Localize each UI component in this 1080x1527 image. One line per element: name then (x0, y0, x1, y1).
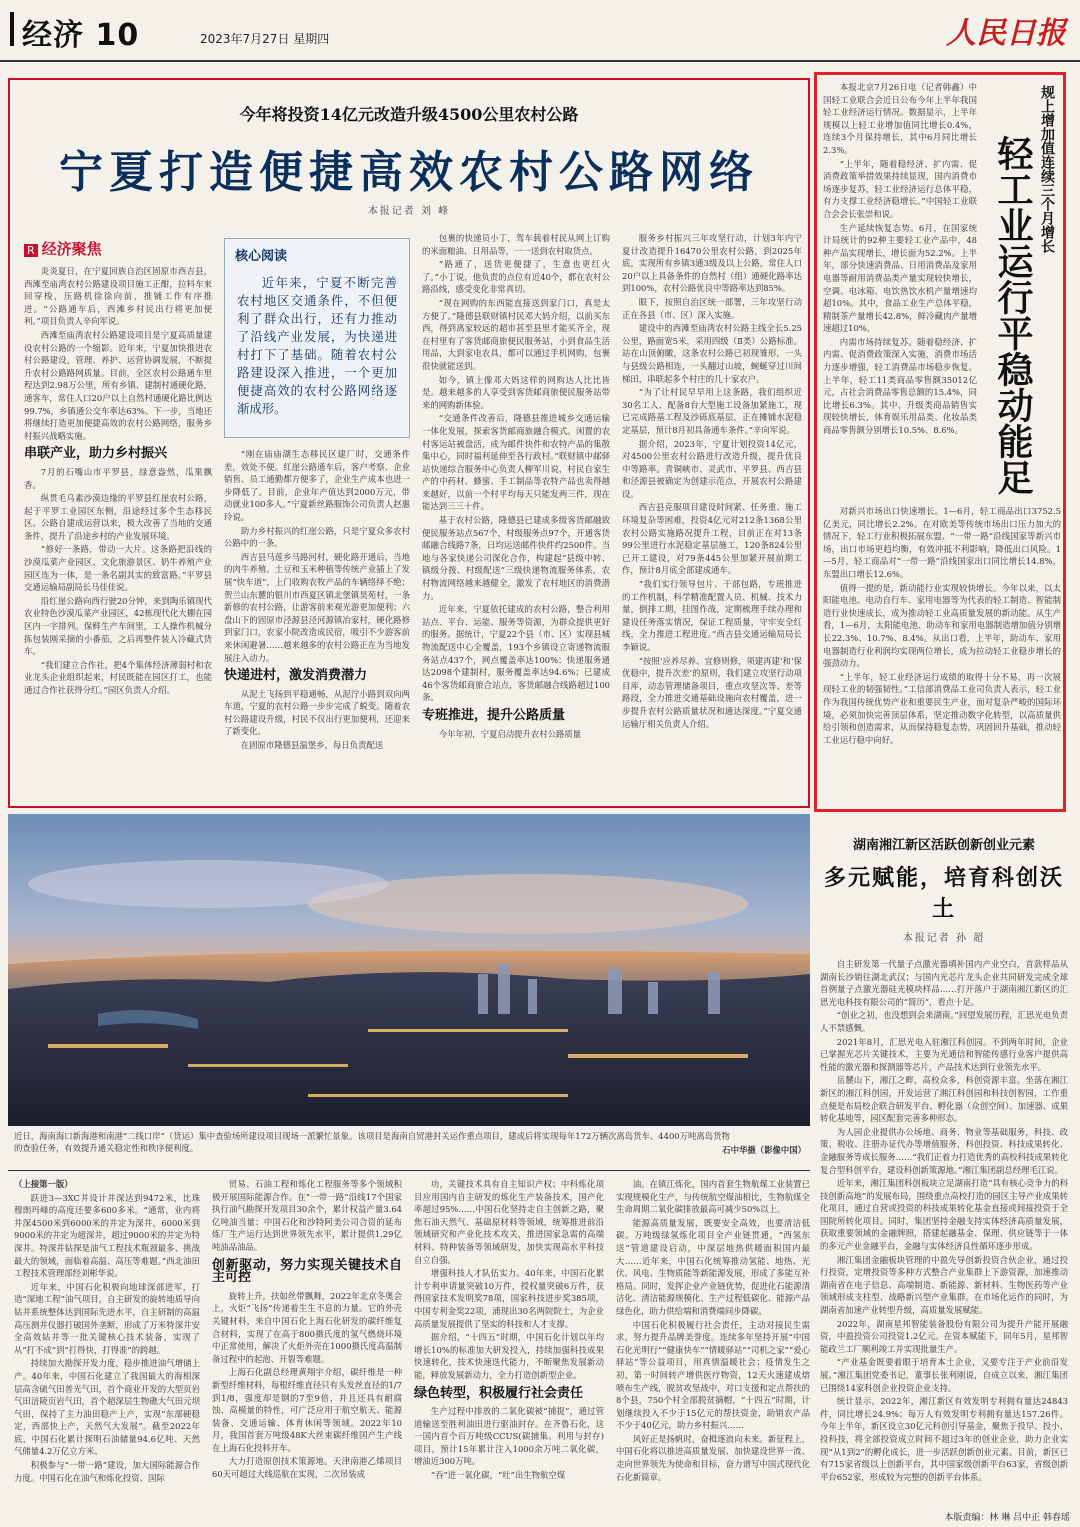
paragraph: 据介绍，“十四五”时期，中国石化计划以年均增长10%的标准加大研发投入，持续加强科技成果快速转化，技术快速迭代能力，不断聚焦发展新动能，释放发展新动力，全力打造创新型企业。 (414, 1332, 604, 1380)
subhead-3: 专班推进，提升公路质量 (422, 707, 566, 723)
paragraph: 湘江集团金融板块管理的中盈先导创新投资合伙企业，通过投行投资，定增投资等多种方式整合产业集群上下游资源，加速推动湖南省在电子信息、高端制造、新能源、新材料、生物医药等产业领域形成支柱型、战略新兴型产业集群。在市场化运作的同时，为湖南省加速产业转型升级，高质量发展赋能。 (820, 1254, 1068, 1316)
paragraph: 炎炎夏日，在宁夏回族自治区固原市西吉县，西滩至庙湾农村公路建设项目施工正酣，拉料车来回穿梭，压路机徐徐向前，推铺工作有序推进。“公路通车后，西滩乡村民出行将更加便利。”项目负责人辛向军说。 (24, 266, 212, 327)
paragraph: 持续加大勘探开发力度，稳步推进油气增储上产。40年来，中国石化建立了我国最大的海相深层高含硫气田普光气田，首个商业开发的大型页岩气田涪陵页岩气田，首个超深层生物礁大气田元坝气田，保持了主力油田稳产上产，实现“东部硬稳定，西部快上产，天然气大发展”。截至2022年底，中国石化累计探明石油储量94.6亿吨、天然气储量4.2万亿立方米。 (14, 1358, 200, 1457)
core-reading-text: 近年来，宁夏不断完善农村地区交通条件，不但便利了群众出行，还有力推动了沿线产业发展，为快递进村打下了基础。随着农村公路建设深入推进，一个更加便捷高效的农村公路网络逐渐成形。 (237, 275, 397, 416)
story2-kicker: 湖南湘江新区活跃创新创业元素 (852, 838, 1035, 853)
paragraph: 据介绍，2023年，宁夏计划投资14亿元，对4500公里农村公路进行改造升级，提升优良中等路率。青铜峡市、灵武市、平罗县、西吉县和泾源县被确定为创建示范点，开展农村公路建设。 (622, 438, 802, 499)
paragraph: 增强科技人才队伍实力。40年来，中国石化累计专利申请量突破10万件，授权量突破6万件，获得国家技术发明奖78项，国家科技进步奖385项，中国专利金奖22项，涌现出30名两院院士，为企业高质量发展提供了坚实的科技和人才支撑。 (414, 1268, 604, 1329)
paragraph: 近年来，湘江集团科创板块立足湖南打造“具有核心竞争力的科技创新高地”的发展布局，围绕重点高校打造的园区主导产业成果转化项目，通过自营或投资的科技成果转化基金直接或间接投资于全国院所转化项目。同时，集团坚持金融支持实体经济高质量发展，获取重要领域的金融牌照，搭建起融基金、保理、供应链等于一体的多元产业金融平台，金融与实体经济良性循环逐步形成。 (820, 1178, 1068, 1252)
paragraph: 能源高质量发展，既要安全高效，也要清洁低碳。万吨级绿氢炼化项目全产业链贯通，“西氢东送”管道建设启动，中深层地热供暖面积国内最大……近年来，中国石化统筹推动氢能、地热、光伏、风电、生物质能等新能源发展，形成了多能互补格局。同时，发挥企业产业链优势，促进化石能源清洁化、清洁能源规模化、生产过程低碳化、能源产品绿色化，助力供给端和消费端同步降碳。 (616, 1217, 810, 1316)
paragraph: 沿红崖公路向西行驶20分钟，来到陶乐镇现代农业特色沙漠瓜菜产业园区，42栋现代化大棚在园区内一字排列。保鲜生产车间里，工人操作机械分拣包装刚采摘的小番茄，之后再整件装入冷藏式货车。 (24, 595, 212, 657)
column-text (224, 448, 410, 804)
page-editors: 本版责编：林 琳 吕中正 韩春瑶 (944, 1513, 1070, 1523)
section-title: 经济 10 (22, 18, 140, 53)
subhead-1: 串联产业，助力乡村振兴 (24, 446, 168, 462)
paragraph: “交通条件改善后，隆德县推进城乡交通运输一体化发展，探索客货邮商旅融合模式。闲置的农村客运站被盘活，成为邮件快件和农特产品的集散集中心，同时福利延伸至各行政村。”联财镇中邮驿站快递综合服务中心负责人柳军川说，村民自家生产的中药材、蜂蜜、手工制品等农特产品也卖得越来越好，以前一个村平均每天只能发两三件，现在能达到三三十件。 (422, 413, 610, 512)
paragraph: 大力打造原创技术策源地。天津南港乙烯项目60天可超过大线巡航在实现，二次吊装成 (212, 1456, 402, 1480)
paragraph: 西吉县马莲乡马路河村，硬化路开通后，当地的肉牛养殖、土豆和玉米种植等传统产业插上了发展“快车道”，上门收购农牧产品的车辆络绎不绝；贺兰山东麓的银川市西夏区镇北堡镇昊苑村，一条新修的农村公路，让游客前来观光游更加便利；六盘山下的固原市泾源县泾河源镇冶家村，硬化路修到家门口，农家小院改造成民宿，吸引不少游客前来休闲避暑……越来越多的农村公路正在为当地发展注入动力。 (224, 551, 410, 663)
vertical-headline: 轻工业运行平稳动能足 (992, 135, 1033, 495)
core-reading-box (224, 238, 410, 438)
subhead-2: 快递进村，激发消费潜力 (224, 668, 368, 684)
paragraph: 包裹的快递员小丁，驾车载着村民从网上订购的米面粮油、日用品等，一一送到农村取货点。 (422, 233, 610, 256)
paragraph: 自主研发第一代量子点激光器填补国内产业空白，首款样品从湖南长沙销往湖北武汉；与国内光芯片龙头企业共同研发完成全球首例量子点激光器硅光模块样品……打开落户于湖南湘江新区的汇思光电科技有限公司的“简历”，看点十足。 (820, 959, 1068, 1007)
paragraph: “为了让村民早早用上这条路，我们组织近30名工人、配备8台大型施工设备加紧施工，现已完成路基工程及沙砾底基层，正在摊铺水泥稳定基层，预计8月初具备通车条件。”辛向军说。 (622, 387, 802, 435)
paragraph: 西吉县克服项目建设时间紧、任务重、施工环境复杂等困难，投资4亿元对212条1368公里农村公路实施路况提升工程，目前正在对13条99公里进行水泥稳定基层施工，120条824公里已开工建设，对79条445公里加紧开展前期工作，预计8月底全部建成通车。 (622, 502, 802, 576)
paragraph: 西滩至庙湾农村公路建设项目是宁夏高质量建设农村公路的一个缩影。近年来，宁夏加快推进农村公路建设，管理、养护、运营协调发展，不断提升农村公路路网质量。目前，全区农村公路通车里程达到2.98万公里，所有乡镇、建制村通硬化路，通客车，常住人口20户以上自然村通硬化路比例达99.7%，乡镇通公交车率达63%。下一步，当地还将继续打造更加便捷高效的农村公路网络，服务乡村振兴战略实施。 (24, 329, 212, 441)
paragraph: 为人园企业提供办公场地、商务、物业等基础服务，科技、政策、税收、注册办证代办等增值服务，科创投资、科技成果转化、金融服务等成长服务……“我们正着力打造优秀的高校科技成果转化复合型科创平台，建设科创新策源地。”湘江集团副总经理毛江说。 (820, 1126, 1068, 1175)
paragraph: 在固原市隆德县温堡乡，每日负责配送 (240, 740, 384, 751)
paragraph: 岳麓山下，湘江之畔，高校众多，科创资源丰富。坐落在湘江新区的湘江科创园，开发运营了湘江科创园和科技创智园，工作重点便是布局校企联合研发平台、孵化器（众创空间）、加速器、成果转化基地等，园区配套完善多种形态。 (820, 1075, 1068, 1124)
paragraph: 纵贯毛乌素沙漠边缘的平罗县红崖农村公路，起于平罗工业园区东侧，沿途经过多个生态移民区。公路自建成运营以来，极大改善了当地的交通条件，提升了沿途乡村的产业发展环境。 (24, 493, 212, 541)
lead-story (8, 78, 810, 808)
paragraph: 近年来，宁夏依托建成的农村公路，整合利用站点、平台、运能、服务等资源，为群众提供更好的服务。据统计，宁夏22个县（市、区）实现县城物流配送中心全覆盖，193个乡镇设立寄递物流服务站点437个，网点覆盖率达100%；快递服务通达2098个建制村，服务覆盖率达94.6%；已建成46个客货邮商旅合站点，客货邮融合线路超过100条。 (422, 604, 610, 703)
paragraph: 2022年，湖南星邦智能装备股份有限公司为提升产能开展融资，中盈投资公司投资1.2亿元。在资本赋能下，同年5月，星邦智能政兰工厂顺利竣工并实现批量生产。 (820, 1318, 1068, 1354)
paragraph: 旋转上升，扶如丝带飘舞，2022年北京冬奥会上，火炬“飞扬”传递着生生不息的力量。它的外壳关键材料，来自中国石化上海石化研发的碳纤维复合材料，实现了在高于800摄氏度的氢气燃烧环境中正常使用，解决了火炬外壳在1000摄氏度高温制备过程中的起泡、开裂等难题。 (212, 1290, 402, 1364)
paragraph: “吞”进一氧化碳，“吐”出生物航空煤 (430, 1470, 566, 1481)
bottom-column-4 (616, 1178, 810, 1518)
paragraph: 生产延续恢复态势。6月，在国家统计局统计的92种主要轻工业产品中，48种产品实现增长，增长面为52.2%。上半年，部分快速消费品、日用消费品及家用电器等耐用消费品类产量实现较快增长，空调、电冰箱、电饮热饮水机产量增速均超10%。其中，食品工业生产总体平稳，精制茶产量增长42.8%，鲜冷藏肉产量增速超过10%。 (823, 222, 977, 334)
bottom-subhead-green: 绿色转型，积极履行社会责任 (414, 1385, 584, 1401)
paragraph: 服务乡村振兴三年攻坚行动，计划3年内宁夏计改造提升16470公里农村公路，到2025年底，实现所有乡镇3通3级及以上公路，常住人口20户以上具备条件的自然村（组）通硬化路率达到100%，农村公路优良中等路率达到85%。 (622, 233, 802, 294)
port-photo (8, 814, 810, 1126)
paragraph: 从泥土飞扬到平稳通畅，从泥泞小路到双向两车道，宁夏的农村公路一步步完成了蜕变。随着农村公路建设升级，村民不仅出行更加便利，还迎来了新变化。 (224, 688, 410, 737)
page-header (0, 0, 1080, 62)
paragraph: 基于农村公路，隆德县已建成多级客货邮融致便民服务站点567个，村级服务点97个，开通客货邮融合线路7条，日均运送邮件快件约2500件。当地与各家快递公司深化合作，构建起“县级中转、镇级分拨、村级配送”三级快递物流服务体系，农村物流网络越来越健全，激发了农村地区的消费潜力。 (422, 515, 610, 601)
paragraph: 2021年8月，汇思光电入驻湘江科创园。不到两年时间，企业已掌握光芯片关键技术，主要为光通信和智能传感行业客户提供高性能的激光器和探测器等芯片，产品技术达到行业领先水平。 (820, 1036, 1068, 1072)
column-text (622, 232, 802, 804)
paragraph: “我们实行领导包片、干部包路，专班推进的工作机制，科学精准配置人员、机械、技术力量，倒排工期，挂图作战，定期梳理手续办理和建设任务落实情况，保证工程质量，守牢安全红线，全力推进工程进度。”西吉县交通运输局局长李颖说。 (622, 579, 802, 652)
paragraph: 积极参与“一带一路”建设，加大国际能源合作力度。中国石化在油气和炼化投资、国际 (14, 1460, 200, 1483)
bottom-column-3 (414, 1178, 604, 1518)
paragraph: “修好一条路，带动一大片。这条路把沿线的沙漠瓜菜产业园区、文化旅游景区、奶牛养殖产业园区连为一体，是一条名副其实的致富路。”平罗县交通运输局副局长马佳佳说。 (24, 544, 212, 593)
paragraph: 助力乡村振兴的红崖公路，只是宁夏众多农村公路中的一条。 (224, 525, 410, 549)
paragraph: 贸易、石油工程和炼化工程服务等多个领域积极开展国际能源合作。在“一带一路”沿线17个国家执行油气勘探开发项目30余个，累计权益产量3.64亿吨油当量；中国石化和沙特阿美公司合资的延布炼厂生产运行达到世界领先水平，累计提供1.29亿吨油品油品。 (212, 1179, 402, 1252)
paragraph: 近年来，中国石化积极向地球深部进军，打造“深地工程”油气项目，自主研发的旋转地质导向钻井系统整体达到国际先进水平，自主研制的高温高压测井仪器打破国外垄断，形成了万米特深井安全高效钻井等一批关键核心技术装备，实现了从“打不成”到“打得快，打得准”的跨越。 (14, 1281, 200, 1355)
vertical-subtitle: 规上增加值连续三个月增长 (1039, 85, 1055, 253)
issue-date: 2023年7月27日 星期四 (200, 32, 330, 46)
paragraph: 对新兴市场出口快速增长。1—6月，轻工商品出口3752.5亿美元，同比增长2.2%。在对欧美等传统市场出口压力加大的情况下，轻工行业积极拓展东盟、“一带一路”沿线国家等新兴市场，出口市场更趋均衡，有效冲抵不利影响，降低出口风险。1—5月，轻工商品对“一带一路”沿线国家出口同比增长14.8%，东盟出口增长12.6%。 (823, 506, 1061, 579)
story2-headline: 多元赋能，培育科创沃土 (823, 866, 1064, 922)
lead-column-4 (622, 232, 802, 804)
port-photo-image (8, 814, 810, 1126)
section-tag (24, 238, 212, 259)
story2-byline: 本报记者 孙 超 (902, 933, 986, 944)
hunan-story (820, 818, 1068, 1518)
paragraph: “按照‘应养尽养、宜修则修，须建再建’和‘保优稳中，提升次差’的原则，我们建立攻坚行动项目库，动态管理储备项目，重点攻坚次等、差等路段，全力推进交通基础设施向农村覆盖，进一步提升农村公路质量状况和通达深度。”宁夏交通运输厅相关负责人介绍。 (622, 655, 802, 729)
paragraph: 眼下，按照自治区统一部署，三年攻坚行动正在各县（市、区）深入实施。 (622, 296, 802, 320)
lead-column-1 (24, 238, 212, 804)
paragraph: “产业基金既要着眼于培育本土企业，又要专注于产业前沿发展。”湘江集团党委书记，董事长张利刚说，自成立以来，湘江集团已围绕14家科创企业投资企业支持。 (820, 1357, 1068, 1393)
paragraph: “刚在庙庙湖生态移民区建厂时，交通条件差，效处不便。红崖公路通车后，客户考察、企业销售、员工通勤都方便多了，企业生产成本也进一步降低了。目前，企业年产值达到2000万元，带动就业100多人。”宁夏新丝路服饰公司负责人赵惠玲说。 (224, 449, 410, 522)
bottom-column-1 (14, 1178, 200, 1518)
paragraph: 值得一提的是，新动能行业实现较快增长。今年以来，以太阳能电池、电动自行车、家用电器等为代表的轻工制造、智能制造行业快速成长，成为推动轻工业高质量发展的新动能。从生产看，1—6月，太阳能电池、助动车和家用电器制造增加值分别增长22.3%、10.7%、8.4%。从出口看，上半年，助动车、家用电器制造行业利润均实现两位增长，成为拉动轻工业稳步增长的强劲动力。 (823, 582, 1061, 669)
paragraph: “路通了，送货更便捷了，生意也更红火了。”小丁说，他负责的点位有近40个，都在农村公路沿线，感受变化非常真切。 (422, 259, 610, 295)
paragraph: 内需市场持续复苏。随着稳经济、扩内需、促消费政策深入实施，消费市场活力逐步增强，轻工消费品市场稳步恢复。上半年，轻工11类商品零售额35012亿元，占社会消费品零售总额的15.4%，同比增长6.3%。其中，升级类商品销售实现较快增长，体育娱乐用品类、化妆品类商品零售额分别增长10.5%、8.6%。 (823, 336, 977, 436)
divider (8, 1170, 810, 1171)
bottom-subhead-innovation: 创新驱动，努力实现关键技术自主可控 (212, 1257, 402, 1286)
photo-caption: 近日，海南海口新海港和南港“二线口岸”（货运）集中查验场所建设项目现场一派繁忙景象。该项目是海南自贸港封关运作重点项目，建成后将实现每年172万辆次离岛货车、4400万吨离岛货物的查验任务，有效提升通关稳定性和秩序便利度。 (14, 1131, 730, 1153)
newspaper-logo: 人民日报 (946, 16, 1066, 51)
core-reading-title: 核心阅读 (235, 249, 288, 264)
paragraph: 建设中的西滩至庙湾农村公路主线全长5.25公里，路面宽5米，采用四级（Ⅱ类）公路标准。站在山顶俯瞰，这条农村公路已初现雏形，一头与县级公路相连，一头翻过山坡，蜿蜒穿过川间梯田，串联起多个村庄的几十家农户。 (622, 323, 802, 384)
lead-headline: 宁夏打造便捷高效农村公路网络 (59, 147, 759, 198)
lead-kicker: 今年将投资14亿元改造升级4500公里农村公路 (239, 105, 579, 124)
paragraph: 油。在镇江炼化，国内首套生物航煤工业装置已实现规模化生产，与传统航空煤油相比，生物航煤全生命周期二氧化碳排放最高可减少50%以上。 (616, 1179, 810, 1215)
paragraph: 今年年初，宁夏启动提升农村公路质量 (438, 728, 582, 739)
paragraph: “上半年，轻工业经济运行成绩的取得十分不易，再一次展现轻工业的韧强韧性。”工信部消费品工业司负责人表示，轻工业作为我国传统优势产业和重要民生产业，面对复杂严峻的国际环境，必须加快完善顶层体系，坚定推动数字化转型，以高质量供给引领和创造需求，从而保持稳复态势，巩固回升基础，推动轻工业运行稳中向好。 (823, 671, 1061, 745)
paragraph: 7月的石嘴山市平罗县，绿意盎然，瓜果飘香。 (24, 466, 212, 490)
column-text (422, 232, 610, 804)
paragraph: “上半年，随着稳经济、扩内需、促消费政策举措效果持续显现，国内消费市场逐步复苏，轻工业经济运行总体平稳，有力支撑工业经济稳增长。”中国轻工业联合会会长张崇和说。 (823, 158, 977, 219)
lead-column-3 (422, 232, 610, 804)
paragraph: 本报北京7月26日电（记者韩鑫）中国轻工业联合会近日公布今年上半年我国轻工业经济运行情况。数据显示，上半年规模以上轻工业增加值同比增长0.4%，连续3个月保持增长，其中6月同比增长2.3%。 (823, 82, 977, 155)
r-badge-icon: R (24, 244, 38, 257)
paragraph: 中国石化积极履行社会责任，主动对接民生需求，努力提升品牌美誉度。连续多年坚持开展“中国石化光明行”“健康快车”“情暖驿站”“司机之家”“爱心驿站”等公益项目，用真情温暖社会；疫情发生之初，第一时间转产增供医疗物资，12天火速建成熔喷布生产线，脱贫攻坚战中，对口支援和定点帮扶的8个县，750个村全部脱贫摘帽，“十四五”时期，计划继续投入不少于15亿元的帮扶资金，助销农产品不少于40亿元，助力乡村振兴…… (616, 1319, 810, 1431)
right-story (814, 72, 1066, 812)
paragraph: 风好正是扬帆时，奋楫逐浪向未来。新征程上，中国石化将以推进高质量发展、加快建设世界一流、走向世界领先为使命和目标，奋力谱写中国式现代化石化新篇章。 (616, 1433, 810, 1482)
lead-column-2 (224, 238, 410, 804)
right-column-bottom (823, 505, 1061, 805)
paragraph: （上接第一版） (14, 1179, 73, 1189)
paragraph: “我们建立合作社，把4个集体经济薄弱村和农业龙头企业组织起来，村民既能在园区打工，也能通过合作社获得分红。”园区负责人介绍。 (24, 659, 212, 695)
paragraph: 生产过程中排放的二氧化碳被“捕捉”，通过管道输送至胜利油田进行驱油封存。在齐鲁石化，这一国内首个百万吨级CCUS(碳捕集、利用与封存)项目，预计15年累计注入1000余万吨二氧化碳，增油近300万吨。 (414, 1406, 604, 1467)
right-column-top (823, 81, 977, 501)
paragraph: 跃进3—3XC井设计井深达到9472米，比珠穆朗玛峰的高度还要多600多米。“通常，业内将井深4500米到6000米的井定为深井，6000米到9000米的井定为超深井，超过9000米的井定为特深井。特深井钻探是油气工程技术瓶颈最多、挑战最大的领域，面临着高温、高压等难题。”西北油田工程技术管理部经刘彬华说。 (14, 1192, 200, 1279)
tag-label: 经济聚焦 (41, 240, 102, 258)
paragraph: “现在网购的东西能直接送到家门口，真是太方便了。”隆德县联财镇村民邓大妈介绍，以前买东西，得到离家较远的超市甚至县里才能买齐全，现在村里有了客货邮商旅便民服务站，小到食品生活用品，大到家电农具，都可以通过手机网购，包裹很快就能送到。 (422, 297, 610, 371)
bottom-column-2 (212, 1178, 402, 1518)
paragraph: 统计显示，2022年，湘江新区有效发明专利拥有量达24843件，同比增长24.9%；每万人有效发明专利拥有量达157.26件。今年上半年，新区设立30亿元科创引导基金，聚焦于投早、投小、投科技，将全部投资成立时间不超过3年的创业企业，助力企业实现“从1到2”的孵化成长，进一步活跃创新创业元素。目前，新区已有715家省级以上创新平台，其中国家级创新平台63家，省级创新平台652家，形成较为完整的创新平台体系。 (820, 1396, 1068, 1482)
story2-text (820, 958, 1068, 1527)
photo-credit: 石中华摄（影像中国） (722, 1145, 806, 1155)
column-text (24, 265, 212, 815)
paragraph: 上海石化副总经理黄翔宇介绍，碳纤维是一种新型纤维材料，每根纤维直径只有头发丝直径的1/7到1/8，强度却是钢的7至9倍，并且还具有耐腐蚀、高模量的特性，可广泛应用于航空航天、能源装备、交通运输、体育休闲等领域。2022年10月，我国首套万吨级48K大丝束碳纤维国产生产线在上海石化投料开车。 (212, 1367, 402, 1453)
paragraph: 功，关键技术具有自主知识产权；中科炼化项目应用国内自主研发的炼化生产装备技术，国产化率超过95%……中国石化坚持走自主创新之路，聚焦石油天然气、基础原材料等领域，统筹推进前沿领域研究和产业化技术攻关，推进国家急需的高端材料、特种装备等领域研发，加快实现高水平科技自立自强。 (414, 1179, 604, 1265)
section-bar (10, 12, 14, 46)
paragraph: “创业之初，也没想到会来湖南。”回望发展历程，汇思光电负责人不禁感慨。 (820, 1010, 1068, 1033)
paragraph: 如今，镇上像邓大妈这样的网购达人比比皆是。越来越多的人享受到客货邮商旅便民服务站带来的网购新体验。 (422, 374, 610, 410)
lead-byline: 本报记者 刘 峰 (367, 206, 451, 217)
